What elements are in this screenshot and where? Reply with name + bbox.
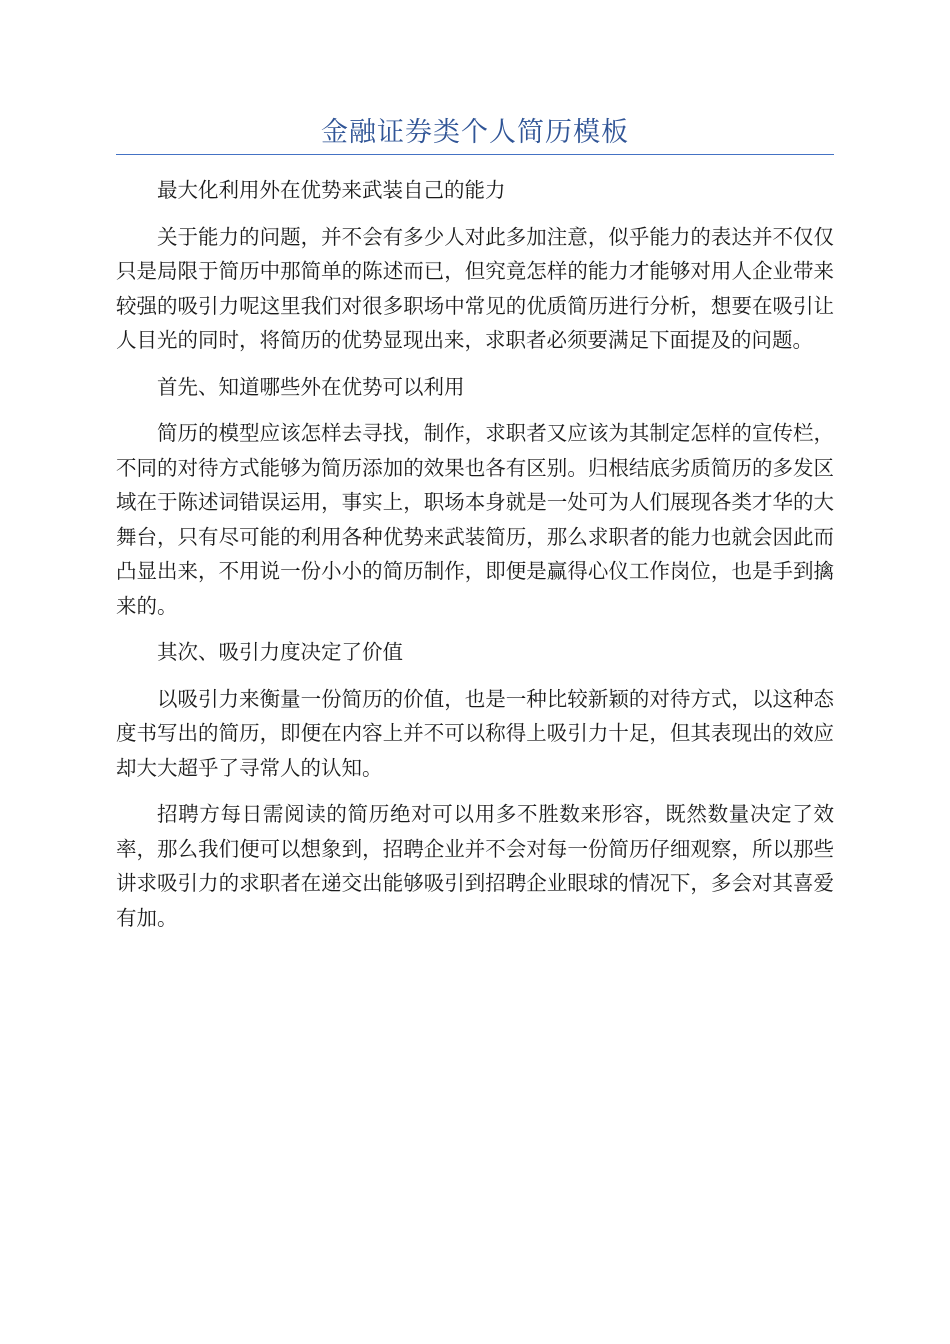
paragraph-body-4: 招聘方每日需阅读的简历绝对可以用多不胜数来形容，既然数量决定了效率，那么我们便可以想象到，招聘企业并不会对每一份简历仔细观察，所以那些讲求吸引力的求职者在递交出能够吸引到招聘企业眼球的情况下，多会对其喜爱有加。 [116,802,834,930]
paragraph-body-2: 简历的模型应该怎样去寻找，制作，求职者又应该为其制定怎样的宣传栏，不同的对待方式能够为简历添加的效果也各有区别。归根结底劣质简历的多发区域在于陈述词错误运用，事实上，职场本身就是一处可为人们展现各类才华的大舞台，只有尽可能的利用各种优势来武装简历，那么求职者的能力也就会因此而凸显出来，不用说一份小小的简历制作，即便是赢得心仪工作岗位，也是手到擒来的。 [116,421,834,618]
paragraph-heading-2: 首先、知道哪些外在优势可以利用 [157,374,465,399]
document-page [116,112,834,947]
document-title: 金融证券类个人简历模板 [321,117,629,148]
paragraph-body-1: 关于能力的问题，并不会有多少人对此多加注意，似乎能力的表达并不仅仅只是局限于简历中那简单的陈述而已，但究竟怎样的能力才能够对用人企业带来较强的吸引力呢这里我们对很多职场中常见的优质简历进行分析，想要在吸引让人目光的同时，将简历的优势显现出来，求职者必须要满足下面提及的问题。 [116,224,834,352]
title-underline [116,154,834,155]
paragraph-heading-3: 其次、吸引力度决定了价值 [157,640,403,664]
paragraph-heading-1: 最大化利用外在优势来武装自己的能力 [157,178,506,202]
paragraph-body-3: 以吸引力来衡量一份简历的价值，也是一种比较新颖的对待方式，以这种态度书写出的简历，即便在内容上并不可以称得上吸引力十足，但其表现出的效应却大大超乎了寻常人的认知。 [116,686,834,780]
